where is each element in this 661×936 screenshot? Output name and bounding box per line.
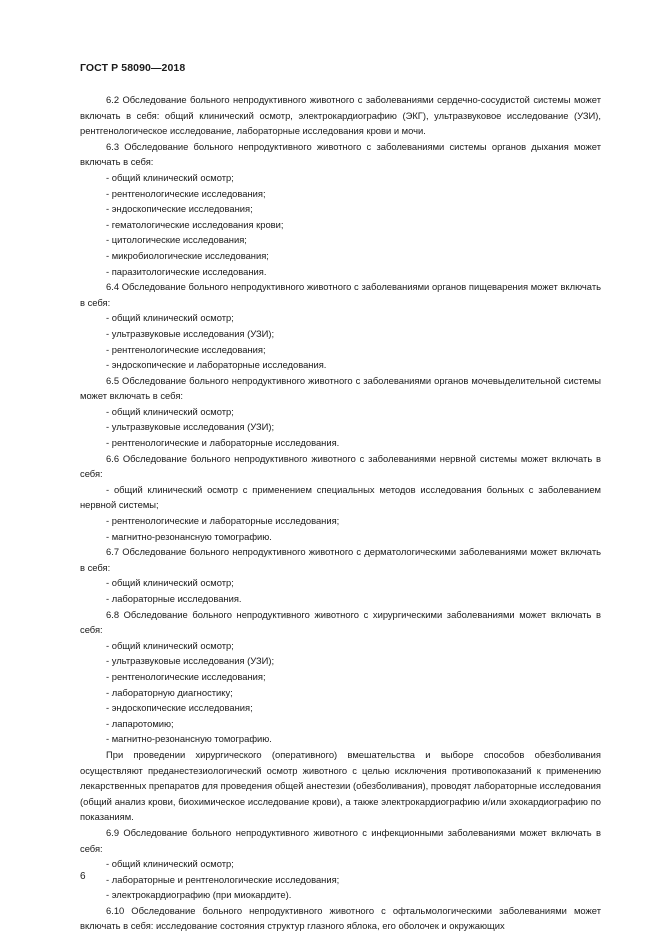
- list-item: - микробиологические исследования;: [106, 249, 269, 261]
- paragraph: 6.9 Обследование больного непродуктивного животного с инфекционными заболеваниями может включать в себя:: [80, 826, 601, 854]
- list-item: - гематологические исследования крови;: [106, 218, 284, 230]
- list-item: - магнитно-резонансную томографию.: [106, 733, 272, 745]
- paragraph: 6.8 Обследование больного непродуктивного животного с хирургическими заболеваниями может включать в себя:: [80, 608, 601, 636]
- list-item: - общий клинический осмотр;: [106, 577, 234, 589]
- paragraph: 6.4 Обследование больного непродуктивного животного с заболеваниями органов пищеварения может включать в себя:: [80, 281, 601, 308]
- list-item: - магнитно-резонансную томографию.: [106, 530, 272, 542]
- list-item: - паразитологические исследования.: [106, 265, 267, 277]
- list-item: - общий клинический осмотр с применением специальных методов исследования больных с заболеванием нервной системы;: [80, 483, 601, 511]
- page-number: 6: [80, 871, 86, 882]
- list-item: - рентгенологические исследования;: [106, 187, 266, 199]
- paragraph: 6.10 Обследование больного непродуктивного животного с офтальмологическими заболеваниями может включать в себя: исследование состояния структур глазного яблока, его оболочек и окружающих: [80, 904, 601, 932]
- list-item: - ультразвуковые исследования (УЗИ);: [106, 421, 275, 433]
- list-item: - общий клинический осмотр;: [106, 405, 234, 417]
- list-item: - цитологические исследования;: [106, 234, 247, 246]
- paragraph: 6.6 Обследование больного непродуктивного животного с заболеваниями нервной системы может включать в себя:: [80, 452, 601, 480]
- paragraph: При проведении хирургического (оперативного) вмешательства и выборе способов обезболивания осуществляют преданестезиологический осмотр животного с целью исключения противопоказаний к применению лекарственных препаратов для проведения общей анестезии (обезболивания), проводят лабораторные исследования (общий анализ крови, биохимическое исследование крови), а также электрокардиографию и/или эхокардиографию по показаниям.: [80, 748, 601, 823]
- list-item: - лабораторные исследования.: [106, 593, 242, 604]
- paragraph: 6.7 Обследование больного непродуктивного животного с дерматологическими заболеваниями может включать в себя:: [80, 546, 601, 573]
- document-header: ГОСТ Р 58090—2018: [80, 62, 186, 74]
- list-item: - рентгенологические и лабораторные исследования.: [106, 437, 340, 449]
- list-item: - эндоскопические и лабораторные исследования.: [106, 359, 327, 371]
- paragraph: 6.5 Обследование больного непродуктивного животного с заболеваниями органов мочевыделительной системы может включать в себя:: [80, 374, 601, 402]
- list-item: - общий клинический осмотр;: [106, 858, 234, 870]
- list-item: - рентгенологические исследования;: [106, 670, 266, 682]
- paragraph: 6.3 Обследование больного непродуктивного животного с заболеваниями системы органов дыхания может включать в себя:: [80, 140, 601, 168]
- list-item: - ультразвуковые исследования (УЗИ);: [106, 327, 275, 339]
- list-item: - ультразвуковые исследования (УЗИ);: [106, 655, 275, 667]
- list-item: - эндоскопические исследования;: [106, 702, 253, 714]
- list-item: - лабораторную диагностику;: [106, 686, 233, 698]
- list-item: - эндоскопические исследования;: [106, 203, 253, 215]
- list-item: - общий клинический осмотр;: [106, 312, 234, 324]
- paragraph: 6.2 Обследование больного непродуктивного животного с заболеваниями сердечно-сосудистой системы может включать в себя: общий клинический осмотр, электрокардиографию (ЭКГ), ультразвуковое исследование (УЗИ), рентгенологическое исследование, лабораторные исследования крови и мочи.: [80, 94, 601, 137]
- list-item: - рентгенологические исследования;: [106, 343, 266, 355]
- list-item: - общий клинический осмотр;: [106, 639, 234, 651]
- list-item: - лабораторные и рентгенологические исследования;: [106, 873, 340, 885]
- document-body: [80, 92, 601, 934]
- list-item: - электрокардиографию (при миокардите).: [106, 889, 292, 901]
- list-item: - общий клинический осмотр;: [106, 171, 234, 183]
- list-item: - рентгенологические и лабораторные исследования;: [106, 515, 340, 527]
- list-item: - лапаротомию;: [106, 717, 174, 729]
